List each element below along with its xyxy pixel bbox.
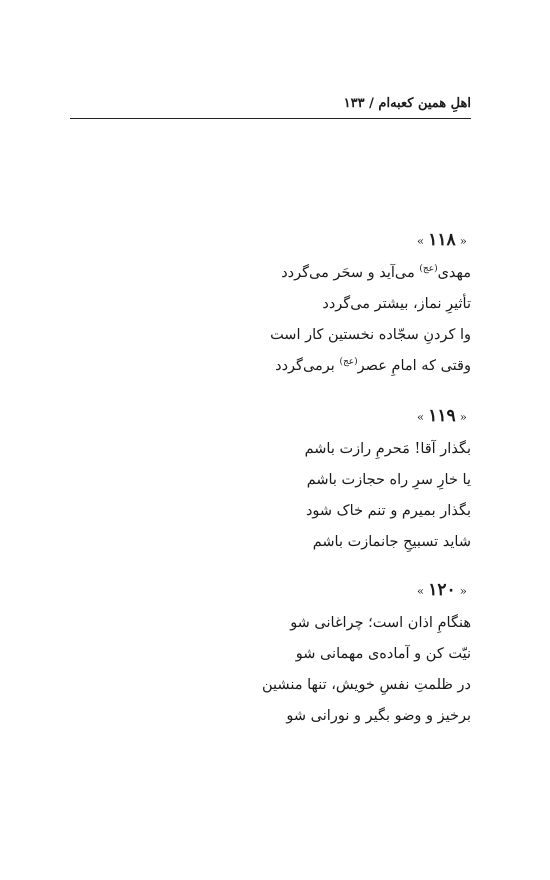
verse-text: وقتی که امامِ عصر bbox=[357, 358, 471, 374]
honorific-superscript: (عج) bbox=[339, 357, 358, 367]
verse-line bbox=[151, 465, 471, 496]
verse-line bbox=[151, 670, 471, 701]
verse-line bbox=[151, 351, 471, 382]
poem-120 bbox=[151, 578, 471, 732]
open-quote: « bbox=[459, 234, 467, 248]
close-quote: » bbox=[416, 584, 425, 598]
verse-line bbox=[151, 320, 471, 351]
open-quote: « bbox=[459, 584, 467, 598]
verse-text: هنگامِ اذان است؛ چراغانی شو bbox=[290, 615, 471, 631]
poem-number-heading bbox=[151, 404, 471, 434]
verse-text: تأثیرِ نماز، بیشتر می‌گردد bbox=[322, 296, 471, 312]
running-head: اهلِ همین کعبه‌ام / ۱۳۳ bbox=[343, 96, 471, 111]
verse-line bbox=[151, 639, 471, 670]
verse-text: بگذار آقا! مَحرمِ رازت باشم bbox=[304, 441, 471, 457]
close-quote: » bbox=[416, 234, 425, 248]
poem-number-heading bbox=[151, 578, 471, 608]
verse-line bbox=[151, 434, 471, 465]
verse-line bbox=[151, 258, 471, 289]
poem-number: ۱۲۰ bbox=[428, 580, 456, 600]
header-rule bbox=[70, 118, 471, 119]
poem-118 bbox=[151, 228, 471, 382]
verse-text: وا کردنِ سجّاده نخستین کار است bbox=[270, 327, 471, 343]
poem-number-heading bbox=[151, 228, 471, 258]
honorific-superscript: (عج) bbox=[419, 264, 438, 274]
verse-line bbox=[151, 527, 471, 558]
poem-number: ۱۱۸ bbox=[428, 230, 456, 250]
verse-text: بگذار بمیرم و تنم خاک شود bbox=[305, 503, 471, 519]
close-quote: » bbox=[416, 410, 425, 424]
verse-text: می‌آید و سحَر می‌گردد bbox=[281, 265, 420, 281]
verse-text: برمی‌گردد bbox=[275, 358, 340, 374]
verse-line bbox=[151, 496, 471, 527]
poem-119 bbox=[151, 404, 471, 558]
verse-text: نیّت کن و آماده‌ی مهمانی شو bbox=[295, 646, 471, 662]
open-quote: « bbox=[459, 410, 467, 424]
verse-text: یا خارِ سرِ راه حجازت باشم bbox=[306, 472, 471, 488]
verse-text: شاید تسبیحِ جانمازت باشم bbox=[312, 534, 471, 550]
verse-text: در ظلمتِ نفسِ خویش، تنها منشین bbox=[262, 677, 471, 693]
poem-number: ۱۱۹ bbox=[428, 406, 456, 426]
verse-line bbox=[151, 608, 471, 639]
verse-line bbox=[151, 289, 471, 320]
verse-text: برخیز و وضو بگیر و نورانی شو bbox=[286, 708, 471, 724]
verse-line bbox=[151, 701, 471, 732]
verse-text: مهدی bbox=[437, 265, 471, 281]
